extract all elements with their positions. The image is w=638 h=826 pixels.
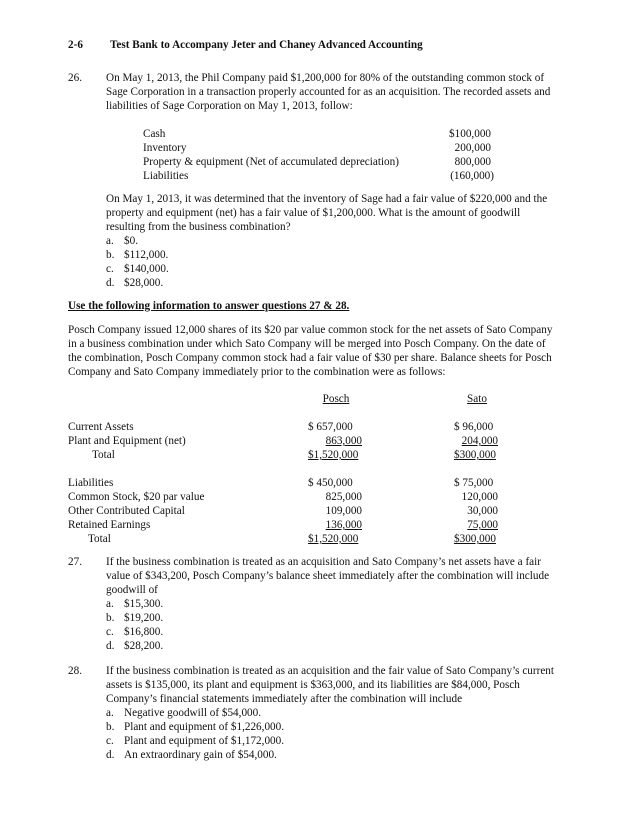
bs-sato-value: $300,000: [454, 533, 496, 545]
q27-option-text: $28,200.: [124, 640, 164, 652]
bs-sato-value: 120,000: [461, 491, 498, 503]
bs-sato-value: 30,000: [467, 505, 498, 517]
bs-row-label: Total: [92, 449, 115, 461]
q28-option-text: Negative goodwill of $54,000.: [124, 707, 262, 719]
q28-option-text: Plant and equipment of $1,226,000.: [124, 721, 285, 733]
column-header-posch: Posch: [322, 393, 350, 405]
q28-stem-line: assets is $135,000, its plant and equipment is $363,000, and its liabilities are $84,000, Posch: [106, 679, 520, 691]
info-line: the combination, Posch Company common stock had a fair value of $30 per share. Balance sheets for Posch: [68, 352, 552, 364]
q27-option-letter: a.: [106, 598, 114, 610]
q28-option-letter: d.: [106, 749, 115, 761]
q28-option-letter: c.: [106, 735, 114, 747]
bs-row-label: Common Stock, $20 par value: [68, 491, 205, 503]
q28-number: 28.: [68, 665, 82, 677]
bs-sato-value: $ 75,000: [454, 477, 494, 489]
bs-sato-value: 75,000: [467, 519, 498, 531]
bs-posch-value: $ 657,000: [308, 421, 353, 433]
bs-row-label: Other Contributed Capital: [68, 505, 185, 517]
bs-posch-value: $ 450,000: [308, 477, 353, 489]
q26-option-letter: d.: [106, 277, 115, 289]
q27-option-text: $15,300.: [124, 598, 164, 610]
q26-followup-line: On May 1, 2013, it was determined that the inventory of Sage had a fair value of $220,000 and the: [106, 193, 548, 205]
q26-table-value: 800,000: [454, 156, 491, 168]
q26-table-value: 200,000: [454, 142, 491, 154]
q27-option-letter: c.: [106, 626, 114, 638]
bs-posch-value: $1,520,000: [308, 449, 359, 461]
q28-option-letter: b.: [106, 721, 115, 733]
q26-option-text: $140,000.: [124, 263, 169, 275]
column-header-sato: Sato: [467, 393, 487, 405]
bs-posch-value: 136,000: [325, 519, 362, 531]
q26-stem-line: On May 1, 2013, the Phil Company paid $1,200,000 for 80% of the outstanding common stock of: [106, 72, 545, 84]
q26-table-label: Cash: [143, 128, 166, 140]
q26-table-label: Inventory: [143, 142, 187, 154]
q26-table-label: Liabilities: [143, 170, 189, 182]
q26-stem-line: liabilities of Sage Corporation on May 1, 2013, follow:: [106, 100, 353, 112]
q27-stem-line: value of $343,200, Posch Company’s balance sheet immediately after the combination will include: [106, 570, 550, 582]
bs-row-label: Retained Earnings: [68, 519, 151, 531]
q26-number: 26.: [68, 72, 82, 84]
header-title: Test Bank to Accompany Jeter and Chaney Advanced Accounting: [110, 39, 423, 51]
q27-option-text: $16,800.: [124, 626, 164, 638]
info-heading: Use the following information to answer questions 27 & 28.: [68, 300, 350, 312]
q27-option-letter: b.: [106, 612, 115, 624]
bs-posch-value: 825,000: [325, 491, 362, 503]
bs-sato-value: $300,000: [454, 449, 496, 461]
q28-stem-line: Company’s financial statements immediately after the combination will include: [106, 693, 463, 705]
q27-stem-line: If the business combination is treated as an acquisition and Sato Company’s net assets have a fair: [106, 556, 541, 568]
q28-option-letter: a.: [106, 707, 114, 719]
info-line: Company and Sato Company immediately prior to the combination were as follows:: [68, 366, 446, 378]
bs-sato-value: 204,000: [461, 435, 498, 447]
q26-option-text: $112,000.: [124, 249, 169, 261]
q27-number: 27.: [68, 556, 82, 568]
bs-sato-value: $ 96,000: [454, 421, 494, 433]
q26-option-text: $0.: [124, 235, 138, 247]
info-line: Posch Company issued 12,000 shares of its $20 par value common stock for the net assets of Sato Company: [68, 324, 553, 336]
q26-followup-line: resulting from the business combination?: [106, 221, 291, 233]
info-line: in a business combination under which Sato Company will be merged into Posch Company. On the date of: [68, 338, 546, 350]
q26-table-label: Property & equipment (Net of accumulated depreciation): [143, 156, 399, 168]
q28-stem-line: If the business combination is treated as an acquisition and the fair value of Sato Company’s current: [106, 665, 555, 677]
bs-row-label: Liabilities: [68, 477, 114, 489]
q28-option-text: An extraordinary gain of $54,000.: [124, 749, 277, 761]
q28-option-text: Plant and equipment of $1,172,000.: [124, 735, 285, 747]
q26-option-letter: c.: [106, 263, 114, 275]
bs-posch-value: 109,000: [325, 505, 362, 517]
q27-option-letter: d.: [106, 640, 115, 652]
q26-table-value: $100,000: [449, 128, 491, 140]
q26-followup-line: property and equipment (net) has a fair value of $1,200,000. What is the amount of goodwill: [106, 207, 521, 219]
bs-posch-value: $1,520,000: [308, 533, 359, 545]
bs-row-label: Plant and Equipment (net): [68, 435, 186, 447]
q26-option-letter: a.: [106, 235, 114, 247]
bs-row-label: Current Assets: [68, 421, 134, 433]
q26-stem-line: Sage Corporation in a transaction properly accounted for as an acquisition. The recorded assets and: [106, 86, 551, 98]
q26-option-text: $28,000.: [124, 277, 164, 289]
bs-posch-value: 863,000: [325, 435, 362, 447]
bs-row-label: Total: [88, 533, 111, 545]
q27-stem-line: goodwill of: [106, 584, 158, 596]
q27-option-text: $19,200.: [124, 612, 164, 624]
page-number: 2-6: [68, 39, 83, 51]
q26-table-value: (160,000): [450, 170, 494, 182]
q26-option-letter: b.: [106, 249, 115, 261]
